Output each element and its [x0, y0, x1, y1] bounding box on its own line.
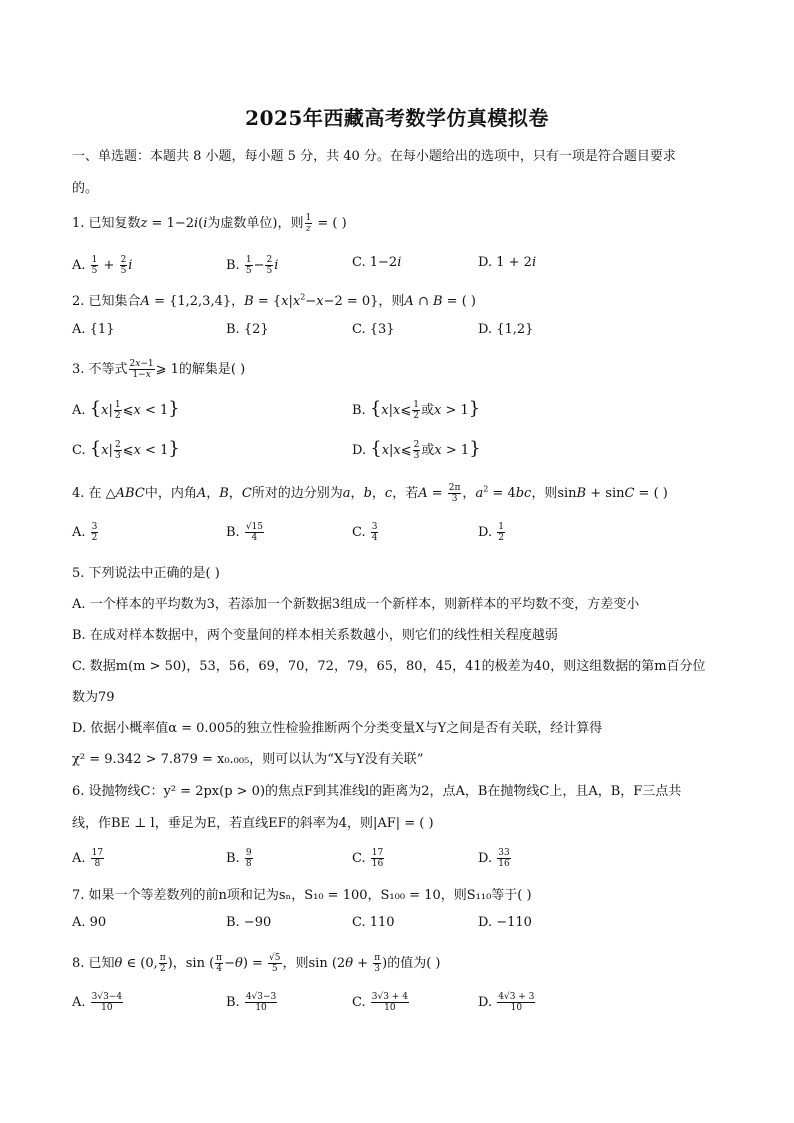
- question-5-option-a: A. 一个样本的平均数为3，若添加一个新数据3组成一个新样本，则新样本的平均数不变，方差变小: [72, 597, 640, 612]
- question-5-option-d-continued: χ² = 9.342 > 7.879 = x₀.₀₀₅，则可以认为“X与Y没有关联”: [72, 752, 424, 767]
- question-1-stem: 1. 已知复数z = 1−2i(i为虚数单位)，则 $\frac{1}{z}$ = ( ): [72, 213, 347, 234]
- question-3-stem: 3. 不等式 $\frac{2x-1}{1-x}$ ⩾ 1的解集是( ): [72, 359, 246, 380]
- question-1-option-b: B. $\frac{1}{5}$ − $\frac{2}{5}$ i: [226, 255, 279, 276]
- question-8-option-a: A. $\frac{3√3-4}{10}$: [72, 992, 123, 1013]
- question-3-option-b: B. {x|x⩽ $\frac{1}{2}$ 或x > 1}: [352, 398, 481, 421]
- question-6-option-b: B. $\frac{9}{8}$: [226, 848, 252, 869]
- question-8-option-d: D. $\frac{4√3 + 3}{10}$: [478, 992, 535, 1013]
- question-1-option-a: A. $\frac{1}{5}$ + $\frac{2}{5}$ i: [72, 255, 133, 276]
- question-7-stem: 7. 如果一个等差数列的前n项和记为sₙ，S₁₀ = 100，S₁₀₀ = 10，则S₁₁₀等于( ): [72, 888, 532, 903]
- question-4-option-d: D. $\frac{1}{2}$: [478, 522, 504, 543]
- question-2-option-c: C. {3}: [352, 322, 395, 337]
- question-7-option-d: D. −110: [478, 915, 532, 930]
- question-1-option-c: C. 1−2i: [352, 255, 402, 270]
- question-8-option-c: C. $\frac{3√3 + 4}{10}$: [352, 992, 408, 1013]
- question-6-option-a: A. $\frac{17}{8}$: [72, 848, 104, 869]
- question-4-option-a: A. $\frac{3}{2}$: [72, 522, 98, 543]
- question-6-option-c: C. $\frac{17}{16}$: [352, 848, 384, 869]
- question-6-option-d: D. $\frac{33}{16}$: [478, 848, 510, 869]
- question-2-option-d: D. {1,2}: [478, 322, 534, 337]
- question-2-option-a: A. {1}: [72, 322, 115, 337]
- question-8-option-b: B. $\frac{4√3-3}{10}$: [226, 992, 277, 1013]
- question-5-stem: 5. 下列说法中正确的是( ): [72, 566, 220, 581]
- question-7-option-a: A. 90: [72, 915, 107, 930]
- question-5-option-d: D. 依据小概率值α = 0.005的独立性检验推断两个分类变量X与Y之间是否有关联，经计算得: [72, 721, 603, 736]
- question-3-option-a: A. {x| $\frac{1}{2}$ ⩽x < 1}: [72, 398, 180, 421]
- question-2-option-b: B. {2}: [226, 322, 269, 337]
- question-1-option-d: D. 1 + 2i: [478, 255, 537, 270]
- question-5-option-b: B. 在成对样本数据中，两个变量间的样本相关系数越小，则它们的线性相关程度越弱: [72, 628, 558, 643]
- section-instructions-line-1: 一、单选题：本题共 8 小题，每小题 5 分，共 40 分。在每小题给出的选项中，只有一项是符合题目要求: [72, 149, 676, 164]
- section-instructions-line-2: 的。: [72, 181, 99, 196]
- question-7-option-b: B. −90: [226, 915, 272, 930]
- question-4-stem: 4. 在 △ABC中，内角A，B，C所对的边分别为a，b，c，若A = $\frac{2\pi}{3}$ ，$a^2 = 4bc$，则sinB + sinC = ( ): [72, 483, 668, 504]
- exam-title: 2025年西藏高考数学仿真模拟卷: [245, 106, 549, 130]
- question-2-stem: 2. 已知集合A = {1,2,3,4}，$B = \{x|x^2-x-2 = 0\}$，则A ∩ B = ( ): [72, 292, 476, 309]
- question-6-stem: 6. 设抛物线C：y² = 2px(p > 0)的焦点F到其准线l的距离为2，点A，B在抛物线C上，且A，B，F三点共: [72, 784, 682, 799]
- question-5-option-c-continued: 数为79: [72, 690, 115, 705]
- question-7-option-c: C. 110: [352, 915, 395, 930]
- question-8-stem: 8. 已知θ ∈ (0, $\frac{\pi}{2}$ )，sin ( $\frac{\pi}{4}$ −θ) = $\frac{√5}{5}$ ，则sin (2θ + $\frac{\pi}{3}$ )的值为( ): [72, 953, 441, 974]
- question-3-option-d: D. {x|x⩽ $\frac{2}{3}$ 或x > 1}: [352, 438, 481, 461]
- question-4-option-c: C. $\frac{3}{4}$: [352, 522, 378, 543]
- question-3-option-c: C. {x| $\frac{2}{3}$ ⩽x < 1}: [72, 438, 180, 461]
- question-4-option-b: B. $\frac{√15}{4}$: [226, 522, 264, 543]
- question-6-stem-continued: 线，作BE ⊥ l，垂足为E，若直线EF的斜率为4，则|AF| = ( ): [72, 816, 434, 831]
- question-5-option-c: C. 数据m(m > 50)，53，56，69，70，72，79，65，80，45，41的极差为40，则这组数据的第m百分位: [72, 659, 706, 674]
